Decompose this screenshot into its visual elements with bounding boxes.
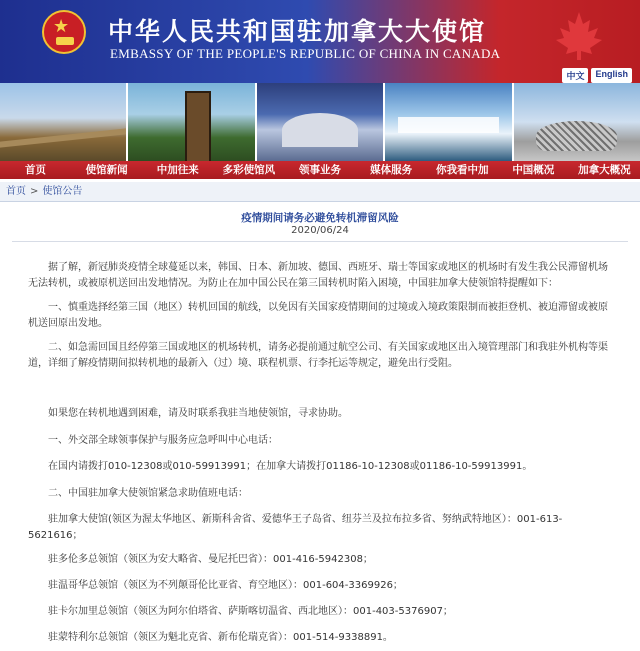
article-paragraph: 驻蒙特利尔总领馆（领区为魁北克省、新布伦瑞克省）：001-514-9338891。 [48, 632, 393, 643]
nav-embassy-news[interactable]: 使馆新闻 [85, 164, 128, 176]
great-wall-photo [0, 83, 126, 161]
article-paragraph: 如果您在转机地遇到困难，请及时联系我驻当地使领馆，寻求协助。 [48, 408, 348, 419]
main-nav [0, 161, 640, 179]
totem-photo [128, 83, 254, 161]
nav-media-services[interactable]: 媒体服务 [370, 164, 413, 176]
article-paragraph: 二、中国驻加拿大使领馆紧急求助值班电话： [48, 488, 248, 499]
birds-nest-photo [514, 83, 640, 161]
article [0, 203, 640, 651]
site-header [0, 0, 640, 83]
nav-china-canada-relations[interactable]: 中加往来 [156, 164, 199, 176]
article-paragraph: 一、外交部全球领事保护与服务应急呼叫中心电话： [48, 435, 278, 446]
article-title: 疫情期间请务必避免转机滞留风险 [241, 212, 399, 224]
niagara-falls-photo [385, 83, 511, 161]
grand-theatre-photo [257, 83, 383, 161]
article-paragraph: 一、慎重选择经第三国（地区）转机回国的航线，以免因有关国家疫情期间的过境或入境政策限制而被拒登机、被迫滞留或被原机送回原出发地。 [28, 302, 608, 329]
nav-you-and-me[interactable]: 你我看中加 [435, 164, 489, 176]
site-title-en: EMBASSY OF THE PEOPLE'S REPUBLIC OF CHINA IN CANADA [110, 46, 501, 61]
breadcrumb-home-link[interactable]: 首页 [6, 186, 26, 197]
article-date: 2020/06/24 [291, 225, 349, 236]
article-paragraph: 在国内请拨打010-12308或010-59913991；在加拿大请拨打01186-10-12308或01186-10-59913991。 [48, 461, 533, 472]
national-emblem-icon: ★ [42, 10, 86, 54]
lang-zh-button[interactable]: 中文 [562, 68, 588, 83]
maple-leaf-icon [542, 10, 616, 62]
article-paragraph: 驻卡尔加里总领馆（领区为阿尔伯塔省、萨斯喀切温省、西北地区）：001-403-5376907； [48, 606, 453, 617]
article-paragraph: 驻多伦多总领馆（领区为安大略省、曼尼托巴省）：001-416-5942308； [48, 554, 373, 565]
breadcrumb-separator: > [30, 186, 39, 197]
divider [12, 241, 628, 242]
nav-embassy-style[interactable]: 多彩使馆风 [222, 164, 276, 176]
language-switch [562, 68, 632, 83]
breadcrumb [0, 182, 640, 202]
article-paragraph: 二、如急需回国且经停第三国或地区的机场转机，请务必提前通过航空公司、有关国家或地区出入境管理部门和我驻外机构等渠道，详细了解疫情期间拟转机地的最新入（过）境、联程机票、行李托运等规定，避免出行受阻。 [28, 342, 608, 369]
breadcrumb-section-link[interactable]: 使馆公告 [42, 186, 83, 197]
nav-about-canada[interactable]: 加拿大概况 [578, 164, 631, 176]
article-paragraph: 驻温哥华总领馆（领区为不列颠哥伦比亚省、育空地区）：001-604-3369926； [48, 580, 403, 591]
banner-photos [0, 83, 640, 161]
lang-en-button[interactable]: English [591, 68, 632, 83]
article-paragraph: 据了解，新冠肺炎疫情全球蔓延以来，韩国、日本、新加坡、德国、西班牙、瑞士等国家或地区的机场时有发生我公民滞留机场无法转机，或被原机送回出发地情况。为防止在加中国公民在第三国转机时陷入困境，中国驻加拿大使领馆特提醒如下： [28, 262, 608, 289]
article-paragraph: 驻加拿大使馆(领区为渥太华地区、新斯科舍省、爱德华王子岛省、纽芬兰及拉布拉多省、努纳武特地区）：001-613-5621616； [28, 514, 563, 541]
nav-about-china[interactable]: 中国概况 [512, 164, 555, 176]
nav-home[interactable]: 首页 [25, 164, 47, 176]
nav-consular-affairs[interactable]: 领事业务 [298, 164, 341, 176]
site-title-cn: 中华人民共和国驻加拿大大使馆 [108, 17, 487, 46]
